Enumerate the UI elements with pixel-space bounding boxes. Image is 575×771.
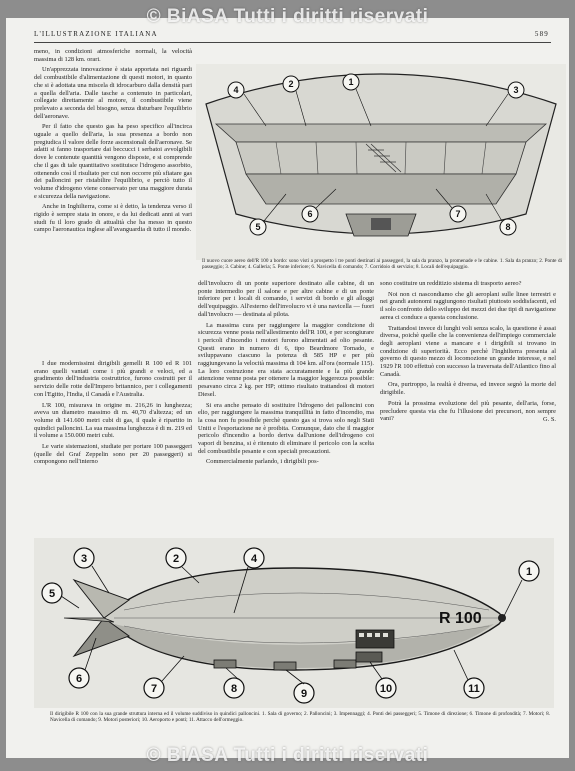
callout-label: 3 bbox=[80, 553, 88, 565]
watermark-bottom: © BiASA Tutti i diritti riservati bbox=[146, 745, 429, 766]
page-number: 589 bbox=[534, 30, 549, 38]
callout-label: 8 bbox=[230, 683, 238, 695]
paragraph: Si era anche pensato di sostituire l'idrogeno dei palloncini con elio, per raggiungere la massima tranquillità in fatto d'incendio, ma la cosa non fu possibile perchè questo gas si trova solo negli Stati Uniti e l'esportazione ne è proibita. Comunque, dato che il maggior pericolo d'incendio a bordo deriva dall'unione dell'idrogeno coi vapori di benzina, si è ritenuto di eliminare il pericolo con la scelta del combustibile pesante e con speciali precauzioni. bbox=[198, 401, 374, 455]
paragraph: Commercialmente parlando, i dirigibili pos- bbox=[206, 458, 319, 466]
callout-label: 7 bbox=[455, 209, 461, 219]
callout-label: 7 bbox=[150, 683, 158, 695]
paragraph: Le varie sistemazioni, studiate per portare 100 passeggeri (quelle del Graf Zeppelin sono per 20 passeggeri) si compongono nell'interno bbox=[34, 443, 192, 466]
signature: G. S. bbox=[543, 415, 556, 423]
callout-label: 5 bbox=[48, 588, 56, 600]
callout-label: 4 bbox=[250, 553, 258, 565]
callout-label: 9 bbox=[300, 688, 308, 700]
callout-label: 1 bbox=[348, 77, 354, 87]
passenger-deck-cross-section bbox=[196, 64, 566, 260]
paragraph: La massima cura per raggiungere la maggior condizione di sicurezza venne posta nell'allestimento dell'R 100, e per scongiurare i pericoli d'incendio i motori furono alimentati ad olio pesante. Questi erano in numero di 6, tipo Beardmore Tornado, e sviluppavano ciascuno la potenza di 585 HP e per più raggiungevano la velocità massima di 104 km. all'ora (normale 115). La loro costruzione era stata accuratamente e la più grande attenzione venne posta per ottenere la maggior leggerezza possibile: pesavano circa 2 kg. per HP; ottimo risultato trattandosi di motori Diesel. bbox=[198, 321, 374, 398]
paragraph: I due modernissimi dirigibili gemelli R 100 ed R 101 erano quelli vantati come i più grandi e veloci, ed a gradimento dell'industria costruttrice, furono costruiti per il servizio delle rotte dell'Impero britannico, per i collegamenti con l'Egitto, l'India, il Canadà e l'Australia. bbox=[34, 360, 192, 398]
left-column-upper bbox=[34, 48, 192, 356]
paragraph: Anche in Inghilterra, come si è detto, la tendenza verso il rigido è sempre stata in onore, e da lui dedicati anni ai vari studi fu il loro grado di attualità che ha messo in questo campo l'aeronautica inglese all'avanguardia di tutto il mondo. bbox=[34, 203, 192, 234]
paragraph: meno, in condizioni atmosferiche normali, la velocità massima di 128 km. orari. bbox=[34, 48, 192, 63]
bottom-figure-caption: Il dirigibile R 100 con la sua grande struttura interna ed il volume suddiviso in quindici palloncini. 1. Sala di governo; 2. Palloncini; 3. Impennaggi; 4. Ponti dei passeggeri; 5. Timone di direzione; 6. Timone di profondità; 7. Motori; 8. Navicella di comando; 9. Motori posteriori; 10. Aeroporto e ponti; 11. Attacco dell'ormeggio. bbox=[50, 711, 550, 724]
paragraph: Noi non ci nascondiamo che gli aeroplani sulle linee terrestri e nei grandi autonomi raggiungono risultati piuttosto soddisfacenti, ed il solo confronto dello sviluppo dei mezzi dei due tipi di navigazione aerea ci conduce a questa conclusione. bbox=[380, 290, 556, 321]
paragraph: Potrà la prossima evoluzione del più pesante, dell'aria, forse, precludere questa via che fu l'illusione dei precursori, non sempre vani? bbox=[380, 399, 556, 423]
paragraph: sono costituire un redditizio sistema di trasporto aereo? bbox=[380, 280, 522, 287]
paragraph: Trattandosi invece di lunghi voli senza scalo, la questione è assai diversa, poichè quelle che la convenienza dell'impiego commerciale degli aeroplani viene a mancare e i dirigibili si trovano in condizione di superiorità. Ecco perchè l'Inghilterra presenta al governo di questo mezzo di locomozione un grande interesse, e nel 1929 l'R 100 effettuò con successo la traversata dell'Atlantico fino al Canadà. bbox=[380, 324, 556, 378]
paragraph: dell'involucro di un ponte superiore destinato alle cabine, di un ponte intermedio per il salone e per altre cabine e di un ponte inferiore per i locali di comando, i servizi di bordo e gli alloggi dell'equipaggio. All'esterno dell'involucro vi è una navicella — fuori dall'involucro — destinata al pilota. bbox=[198, 280, 374, 318]
paragraph: Ora, purtroppo, la realtà è diversa, ed invece segnò la morte del dirigibile. bbox=[380, 381, 556, 397]
callout-label: 3 bbox=[513, 85, 519, 95]
paragraph: L'R 100, misurava in origine m. 216,26 in lunghezza; aveva un diametro massimo di m. 40,70 d'altezza; ed un volume di 141.600 metri cubi di gas, il quale è ripartito in quindici palloncini. La sua massima lunghezza è di m. 219 ed il volume a 150.000 metri cubi. bbox=[34, 401, 192, 440]
top-figure-caption: Il nuovo cuore aereo dell'R 100 a bordo: sono visti a prospetto i tre ponti destinati ai passeggeri, la sala da pranzo, la promenade e le cabine. 1. Sala da pranzo; 2. Ponte di passeggio; 3. Cabine; 4. Galleria; 5. Ponte inferiore; 6. Navicella di comando; 7. Corridoio di servizio; 8. Locali dell'equipaggio. bbox=[202, 258, 562, 271]
watermark-top: © BiASA Tutti i diritti riservati bbox=[146, 6, 429, 27]
middle-column bbox=[198, 280, 374, 532]
airship-name-label: R 100 bbox=[439, 610, 482, 627]
callout-label: 2 bbox=[172, 553, 180, 565]
callout-label: 5 bbox=[255, 222, 261, 232]
callout-label: 8 bbox=[505, 222, 511, 232]
callout-label: 10 bbox=[379, 683, 393, 695]
callout-label: 11 bbox=[468, 683, 480, 695]
newspaper-page bbox=[6, 18, 569, 758]
airship-r100-illustration bbox=[34, 538, 554, 708]
callout-label: 6 bbox=[307, 209, 313, 219]
left-column-lower bbox=[34, 360, 192, 530]
callout-label: 1 bbox=[525, 566, 533, 578]
running-head bbox=[34, 30, 551, 43]
running-head-title: L'ILLUSTRAZIONE ITALIANA bbox=[34, 30, 158, 38]
callout-label: 4 bbox=[233, 85, 239, 95]
right-column bbox=[380, 280, 556, 532]
paragraph: Per il fatto che questo gas ha peso specifico all'incirca uguale a quello dell'aria, la sua presenza a bordo non pregiudica il valore delle forze ascensionali dell'aeronave. Se adatti si fanno trasportare dai beccucci i serbatoi avvolgibili dove le contenute quantità vengono disposte, e si comprende che il gas di tale quantitativo sostituisce l'idrogeno assorbito, ottenendo così il risultato per cui non occorre più sfiatare gas dei palloncini per ristabilire l'equilibrio, e perciò tutto il volume d'idrogeno viene conservato per una maggiore durata e sicurezza della navigazione. bbox=[34, 123, 192, 200]
paragraph: Un'apprezzata innovazione è stata apportata nei riguardi del combustibile d'alimentazione di questi motori, in quanto che si è adottata una miscela di idrocarburo dalla densità pari a quella dell'aria. Dalle tasche a contenuto in particolari, collegate direttamente al motore, il combustibile viene prelevato a seconda del bisogno, senza disturbare l'equilibrio dell'aeronave. bbox=[34, 66, 192, 120]
callout-label: 6 bbox=[75, 673, 83, 685]
callout-label: 2 bbox=[288, 79, 294, 89]
